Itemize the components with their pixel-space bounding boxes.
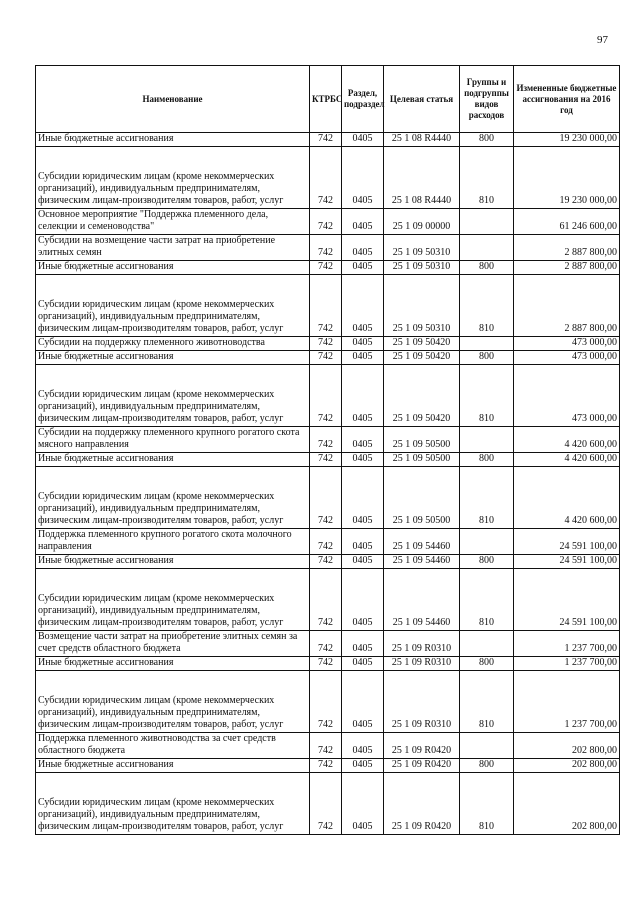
- table-row: [36, 261, 620, 275]
- header-groups: Группы и подгруппы видов расходов: [460, 66, 514, 133]
- row-name: Субсидии юридическим лицам (кроме некоммерческих организаций), индивидуальным предпринимателям, физическим лицам-производителям товаров, работ, услуг: [36, 569, 310, 631]
- row-ktrbs: 742: [310, 671, 342, 733]
- row-ktrbs: 742: [310, 631, 342, 657]
- row-target: 25 1 09 50500: [384, 427, 460, 453]
- row-amount: 473 000,00: [514, 365, 620, 427]
- row-amount: 4 420 600,00: [514, 467, 620, 529]
- row-section: 0405: [342, 555, 384, 569]
- table-row: [36, 365, 620, 427]
- row-target: 25 1 09 50310: [384, 275, 460, 337]
- table-header-row: [36, 66, 620, 133]
- row-ktrbs: 742: [310, 261, 342, 275]
- row-section: 0405: [342, 657, 384, 671]
- row-section: 0405: [342, 569, 384, 631]
- table-row: [36, 209, 620, 235]
- row-ktrbs: 742: [310, 147, 342, 209]
- table-row: [36, 467, 620, 529]
- row-group: [460, 235, 514, 261]
- row-section: 0405: [342, 351, 384, 365]
- row-section: 0405: [342, 261, 384, 275]
- row-target: 25 1 09 50500: [384, 453, 460, 467]
- row-name: Иные бюджетные ассигнования: [36, 759, 310, 773]
- header-name: Наименование: [36, 66, 310, 133]
- row-ktrbs: 742: [310, 275, 342, 337]
- row-amount: 61 246 600,00: [514, 209, 620, 235]
- row-name: Основное мероприятие "Поддержка племенного дела, селекции и семеноводства": [36, 209, 310, 235]
- row-section: 0405: [342, 235, 384, 261]
- row-target: 25 1 09 50420: [384, 351, 460, 365]
- row-name: Субсидии юридическим лицам (кроме некоммерческих организаций), индивидуальным предпринимателям, физическим лицам-производителям товаров, работ, услуг: [36, 671, 310, 733]
- row-section: 0405: [342, 427, 384, 453]
- row-amount: 473 000,00: [514, 337, 620, 351]
- table-row: [36, 773, 620, 835]
- row-amount: 19 230 000,00: [514, 147, 620, 209]
- row-ktrbs: 742: [310, 133, 342, 147]
- row-ktrbs: 742: [310, 657, 342, 671]
- row-section: 0405: [342, 773, 384, 835]
- row-ktrbs: 742: [310, 235, 342, 261]
- row-ktrbs: 742: [310, 555, 342, 569]
- row-section: 0405: [342, 209, 384, 235]
- row-section: 0405: [342, 133, 384, 147]
- row-amount: 1 237 700,00: [514, 657, 620, 671]
- row-section: 0405: [342, 671, 384, 733]
- row-group: [460, 631, 514, 657]
- row-name: Субсидии на поддержку племенного животноводства: [36, 337, 310, 351]
- page-number: 97: [597, 34, 608, 46]
- row-amount: 24 591 100,00: [514, 569, 620, 631]
- row-target: 25 1 09 50500: [384, 467, 460, 529]
- row-ktrbs: 742: [310, 209, 342, 235]
- row-name: Иные бюджетные ассигнования: [36, 453, 310, 467]
- row-section: 0405: [342, 631, 384, 657]
- row-group: [460, 209, 514, 235]
- row-ktrbs: 742: [310, 365, 342, 427]
- row-name: Субсидии юридическим лицам (кроме некоммерческих организаций), индивидуальным предпринимателям, физическим лицам-производителям товаров, работ, услуг: [36, 773, 310, 835]
- row-group: 810: [460, 569, 514, 631]
- table-row: [36, 671, 620, 733]
- row-target: 25 1 09 00000: [384, 209, 460, 235]
- row-amount: 202 800,00: [514, 733, 620, 759]
- row-group: 800: [460, 759, 514, 773]
- row-group: [460, 427, 514, 453]
- row-target: 25 1 09 R0310: [384, 631, 460, 657]
- row-group: 810: [460, 365, 514, 427]
- row-section: 0405: [342, 733, 384, 759]
- row-ktrbs: 742: [310, 453, 342, 467]
- row-name: Иные бюджетные ассигнования: [36, 133, 310, 147]
- row-target: 25 1 09 50310: [384, 235, 460, 261]
- row-ktrbs: 742: [310, 467, 342, 529]
- row-section: 0405: [342, 529, 384, 555]
- table-row: [36, 351, 620, 365]
- row-target: 25 1 09 R0420: [384, 733, 460, 759]
- row-name: Субсидии юридическим лицам (кроме некоммерческих организаций), индивидуальным предпринимателям, физическим лицам-производителям товаров, работ, услуг: [36, 365, 310, 427]
- row-target: 25 1 09 50420: [384, 365, 460, 427]
- header-section: Раздел, подраздел: [342, 66, 384, 133]
- table-row: [36, 529, 620, 555]
- row-amount: 2 887 800,00: [514, 261, 620, 275]
- row-group: [460, 337, 514, 351]
- budget-table: [35, 65, 620, 835]
- row-ktrbs: 742: [310, 733, 342, 759]
- table-row: [36, 235, 620, 261]
- table-row: [36, 133, 620, 147]
- row-target: 25 1 09 54460: [384, 529, 460, 555]
- row-ktrbs: 742: [310, 337, 342, 351]
- row-target: 25 1 09 R0420: [384, 773, 460, 835]
- row-ktrbs: 742: [310, 351, 342, 365]
- table-row: [36, 631, 620, 657]
- row-target: 25 1 08 R4440: [384, 133, 460, 147]
- row-group: 800: [460, 261, 514, 275]
- row-group: 810: [460, 671, 514, 733]
- row-ktrbs: 742: [310, 773, 342, 835]
- row-target: 25 1 09 R0310: [384, 671, 460, 733]
- row-target: 25 1 09 54460: [384, 555, 460, 569]
- row-group: [460, 529, 514, 555]
- row-section: 0405: [342, 147, 384, 209]
- row-group: 810: [460, 773, 514, 835]
- row-amount: 202 800,00: [514, 773, 620, 835]
- row-section: 0405: [342, 453, 384, 467]
- row-group: 800: [460, 453, 514, 467]
- row-section: 0405: [342, 467, 384, 529]
- row-amount: 473 000,00: [514, 351, 620, 365]
- row-name: Возмещение части затрат на приобретение элитных семян за счет средств областного бюджета: [36, 631, 310, 657]
- row-name: Субсидии юридическим лицам (кроме некоммерческих организаций), индивидуальным предпринимателям, физическим лицам-производителям товаров, работ, услуг: [36, 147, 310, 209]
- row-group: 810: [460, 147, 514, 209]
- row-amount: 4 420 600,00: [514, 427, 620, 453]
- row-target: 25 1 09 R0310: [384, 657, 460, 671]
- row-group: 800: [460, 133, 514, 147]
- row-group: 810: [460, 467, 514, 529]
- row-name: Иные бюджетные ассигнования: [36, 555, 310, 569]
- row-group: 800: [460, 351, 514, 365]
- row-target: 25 1 09 50310: [384, 261, 460, 275]
- row-name: Иные бюджетные ассигнования: [36, 351, 310, 365]
- row-group: [460, 733, 514, 759]
- row-ktrbs: 742: [310, 759, 342, 773]
- row-name: Иные бюджетные ассигнования: [36, 261, 310, 275]
- row-name: Иные бюджетные ассигнования: [36, 657, 310, 671]
- table-row: [36, 147, 620, 209]
- row-amount: 24 591 100,00: [514, 529, 620, 555]
- row-amount: 1 237 700,00: [514, 671, 620, 733]
- row-target: 25 1 09 54460: [384, 569, 460, 631]
- row-amount: 202 800,00: [514, 759, 620, 773]
- row-section: 0405: [342, 365, 384, 427]
- row-name: Субсидии на поддержку племенного крупного рогатого скота мясного направления: [36, 427, 310, 453]
- row-section: 0405: [342, 759, 384, 773]
- row-section: 0405: [342, 337, 384, 351]
- row-group: 800: [460, 555, 514, 569]
- row-name: Субсидии на возмещение части затрат на приобретение элитных семян: [36, 235, 310, 261]
- row-amount: 2 887 800,00: [514, 235, 620, 261]
- header-target: Целевая статья: [384, 66, 460, 133]
- row-name: Субсидии юридическим лицам (кроме некоммерческих организаций), индивидуальным предпринимателям, физическим лицам-производителям товаров, работ, услуг: [36, 275, 310, 337]
- row-target: 25 1 09 R0420: [384, 759, 460, 773]
- row-ktrbs: 742: [310, 569, 342, 631]
- header-ktrbs: КТРБС: [310, 66, 342, 133]
- table-body: [36, 133, 620, 835]
- row-amount: 19 230 000,00: [514, 133, 620, 147]
- table-row: [36, 555, 620, 569]
- row-ktrbs: 742: [310, 427, 342, 453]
- row-group: 800: [460, 657, 514, 671]
- row-amount: 4 420 600,00: [514, 453, 620, 467]
- table-row: [36, 657, 620, 671]
- table-row: [36, 337, 620, 351]
- table-row: [36, 453, 620, 467]
- table-row: [36, 427, 620, 453]
- row-name: Поддержка племенного крупного рогатого скота молочного направления: [36, 529, 310, 555]
- row-amount: 1 237 700,00: [514, 631, 620, 657]
- row-ktrbs: 742: [310, 529, 342, 555]
- row-section: 0405: [342, 275, 384, 337]
- row-amount: 2 887 800,00: [514, 275, 620, 337]
- table-row: [36, 569, 620, 631]
- row-group: 810: [460, 275, 514, 337]
- row-name: Поддержка племенного животноводства за счет средств областного бюджета: [36, 733, 310, 759]
- row-name: Субсидии юридическим лицам (кроме некоммерческих организаций), индивидуальным предпринимателям, физическим лицам-производителям товаров, работ, услуг: [36, 467, 310, 529]
- table-row: [36, 733, 620, 759]
- row-amount: 24 591 100,00: [514, 555, 620, 569]
- row-target: 25 1 08 R4440: [384, 147, 460, 209]
- table-row: [36, 275, 620, 337]
- row-target: 25 1 09 50420: [384, 337, 460, 351]
- table-row: [36, 759, 620, 773]
- header-amount: Измененные бюджетные ассигнования на 2016 год: [514, 66, 620, 133]
